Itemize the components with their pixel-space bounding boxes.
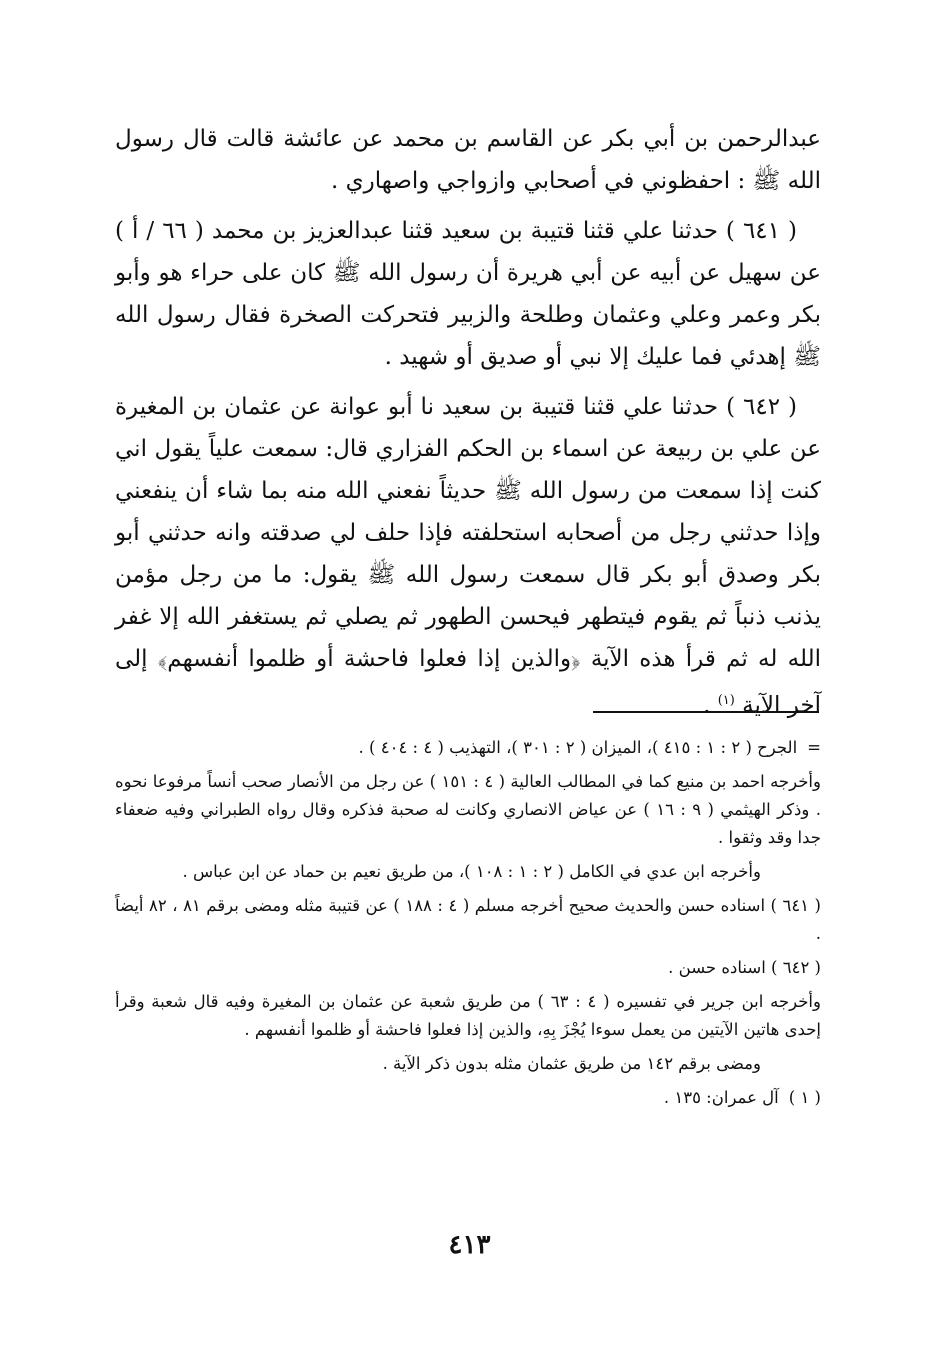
hadith-642-text: ( ٦٤٢ ) حدثنا علي قثنا قتيبة بن سعيد نا أبو عوانة عن عثمان بن المغيرة عن علي بن ربيعة عن اسماء بن الحكم الفزاري قال: سمعت علياً يقول اني كنت إذا سمعت من رسول الله ﷺ حديثاً نفعني الله منه بما شاء أن ينفعني وإذا حدثني رجل من أصحابه استحلفته فإذا حلف لي صدقته وانه حدثني أبو بكر وصدق أبو بكر قال سمعت رسول الله ﷺ يقول: ما من رجل مؤمن يذنب ذنباً ثم يقوم فيتطهر فيحسن الطهور ثم يصلي ثم يستغفر الله إلا غفر الله له ثم قرأ هذه الآية ﴿والذين إذا فعلوا فاحشة أو ظلموا أنفسهم﴾ إلى آخر الآية (115, 394, 821, 719)
note-continuation-mark: = (807, 738, 821, 757)
note-previous: ومضى برقم ١٤٢ من طريق عثمان مثله بدون ذكر الآية . (382, 1054, 761, 1073)
hadith-642-end: . (703, 692, 718, 719)
note-642: ( ٦٤٢ ) اسناده حسن . (668, 958, 821, 977)
note-ibn-jarir: وأخرجه ابن جرير في تفسيره ( ٤ : ٦٣ ) من طريق شعبة عن عثمان بن المغيرة وفيه قال شعبة وقرأ إحدى هاتين الآيتين من يعمل سوءا يُجْزَ بِهِ، والذين إذا فعلوا فاحشة أو ظلموا أنفسهم . (115, 992, 821, 1039)
note-1-text: آل عمران: ١٣٥ . (663, 1088, 779, 1107)
note-continuation-text: الجرح ( ٢ : ١ : ٤١٥ )، الميزان ( ٢ : ٣٠١ )، التهذيب ( ٤ : ٤٠٤ ) . (358, 738, 798, 757)
note-ibn-mani: وأخرجه احمد بن منيع كما في المطالب العالية ( ٤ : ١٥١ ) عن رجل من الأنصار صحب أنساً مرفوعا نحوه . وذكر الهيثمي ( ٩ : ١٦ ) عن عياض الانصاري وكانت له صحبة فذكره وقال رواه الطبراني وفيه ضعفاء جدا وقد وثقوا . (115, 772, 821, 847)
note-1-mark: ( ١ ) (788, 1088, 821, 1107)
footnote-marker: (١) (717, 693, 735, 708)
footnote-separator (593, 711, 819, 713)
hadith-641: ( ٦٤١ ) حدثنا علي قثنا قتيبة بن سعيد قثنا عبدالعزيز بن محمد ( ٦٦ / أ ) عن سهيل عن أبيه عن أبي هريرة أن رسول الله ﷺ كان على حراء هو وأبو بكر وعمر وعلي وعثمان وطلحة والزبير فتحركت الصخرة فقال رسول الله ﷺ إهدئي فما عليك إلا نبي أو صديق أو شهيد . (115, 218, 821, 370)
footnotes (115, 734, 821, 1118)
note-1 (115, 1084, 821, 1112)
note-641: ( ٦٤١ ) اسناده حسن والحديث صحيح أخرجه مسلم ( ٤ : ١٨٨ ) عن قتيبة مثله ومضى برقم ٨١ ، ٨٢ أيضاً . (115, 896, 821, 943)
paragraph-intro: عبدالرحمن بن أبي بكر عن القاسم بن محمد عن عائشة قالت قال رسول الله ﷺ : احفظوني في أصحابي وازواجي واصهاري . (115, 126, 821, 194)
hadith-642 (115, 386, 821, 727)
main-text (115, 118, 821, 735)
note-ibn-adi: وأخرجه ابن عدي في الكامل ( ٢ : ١ : ١٠٨ )، من طريق نعيم بن حماد عن ابن عباس . (182, 862, 761, 881)
note-continuation (115, 734, 821, 762)
page-number: ٤١٣ (448, 1230, 491, 1260)
